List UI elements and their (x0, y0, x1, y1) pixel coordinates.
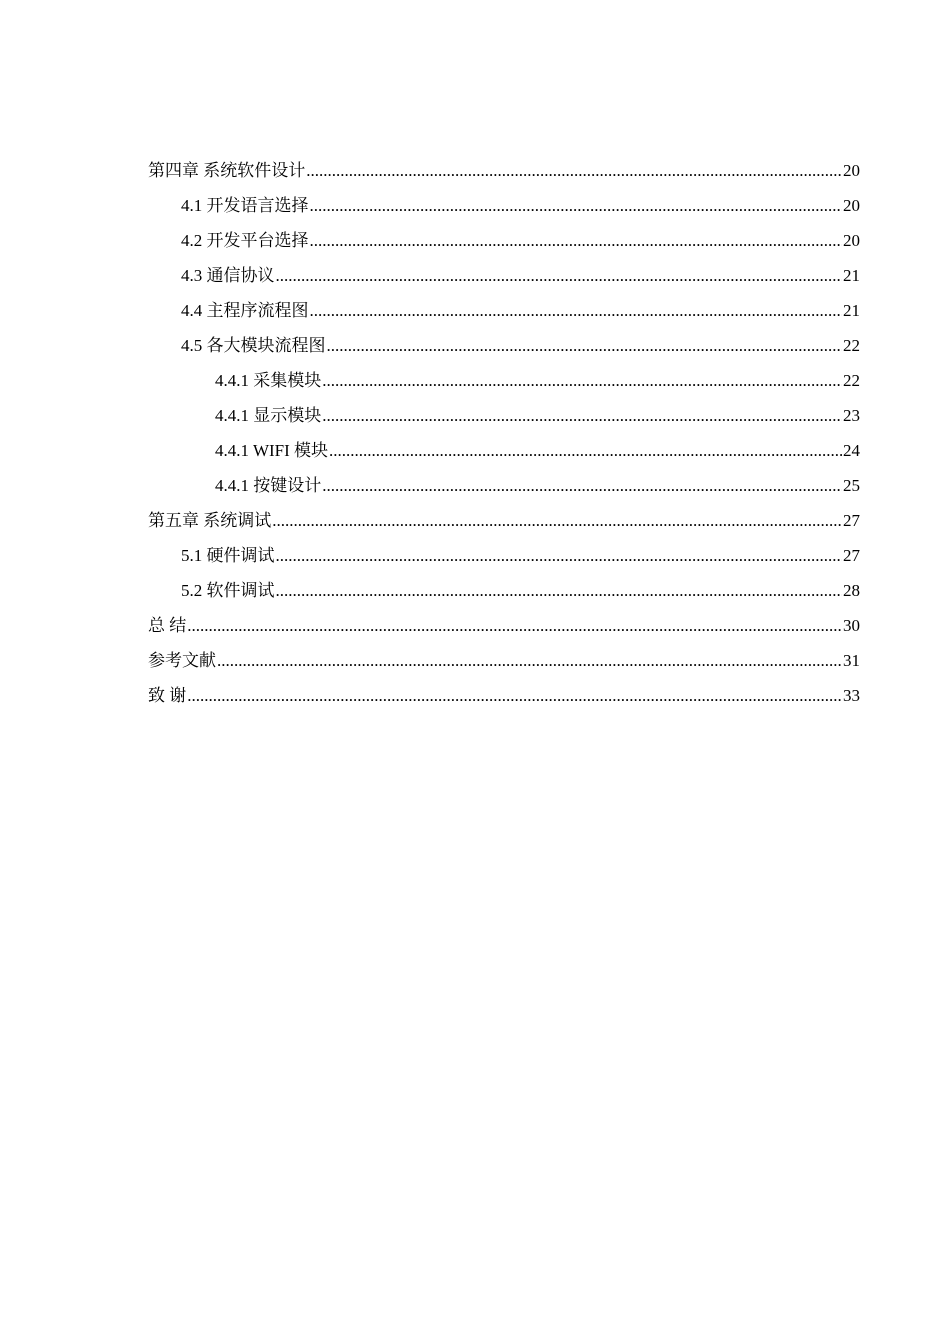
toc-entry-title: 4.4.1 按键设计 (215, 476, 322, 495)
toc-entry-page: 30 (843, 616, 860, 635)
toc-entry[interactable] (148, 328, 860, 363)
toc-entry-title: 第五章 系统调试 (148, 511, 272, 530)
toc-entry-page: 22 (843, 336, 860, 355)
toc-entry-title: 致 谢 (148, 686, 187, 705)
toc-dot-leader (310, 293, 843, 328)
toc-entry[interactable] (148, 223, 860, 258)
toc-entry-title: 4.4 主程序流程图 (181, 301, 309, 320)
toc-entry-title: 4.4.1 显示模块 (215, 406, 322, 425)
toc-entry-title: 4.4.1 WIFI 模块 (215, 441, 329, 460)
toc-dot-leader (310, 188, 843, 223)
table-of-contents (148, 153, 860, 713)
toc-entry[interactable] (148, 398, 860, 433)
toc-entry[interactable] (148, 608, 860, 643)
toc-entry[interactable] (148, 678, 860, 713)
toc-entry[interactable] (148, 468, 860, 503)
toc-entry-title: 4.1 开发语言选择 (181, 196, 309, 215)
toc-dot-leader (329, 433, 842, 468)
toc-entry-title: 4.4.1 采集模块 (215, 371, 322, 390)
toc-entry-title: 5.1 硬件调试 (181, 546, 275, 565)
toc-entry-title: 4.2 开发平台选择 (181, 231, 309, 250)
toc-entry-page: 21 (843, 266, 860, 285)
toc-entry-page: 25 (843, 476, 860, 495)
toc-entry-title: 5.2 软件调试 (181, 581, 275, 600)
toc-entry-page: 23 (843, 406, 860, 425)
toc-dot-leader (187, 678, 842, 713)
toc-dot-leader (187, 608, 842, 643)
toc-entry-page: 20 (843, 231, 860, 250)
toc-entry[interactable] (148, 258, 860, 293)
toc-dot-leader (322, 468, 842, 503)
toc-entry-title: 总 结 (148, 616, 187, 635)
toc-entry-page: 28 (843, 581, 860, 600)
toc-entry[interactable] (148, 538, 860, 573)
toc-entry-page: 21 (843, 301, 860, 320)
toc-dot-leader (322, 398, 842, 433)
toc-dot-leader (276, 573, 843, 608)
toc-dot-leader (272, 503, 842, 538)
toc-entry[interactable] (148, 188, 860, 223)
toc-entry-title: 第四章 系统软件设计 (148, 161, 306, 180)
toc-entry[interactable] (148, 503, 860, 538)
toc-entry-title: 4.5 各大模块流程图 (181, 336, 326, 355)
toc-entry-page: 24 (843, 441, 860, 460)
toc-entry-page: 27 (843, 511, 860, 530)
toc-entry[interactable] (148, 433, 860, 468)
toc-entry-title: 4.3 通信协议 (181, 266, 275, 285)
toc-dot-leader (322, 363, 842, 398)
toc-entry[interactable] (148, 363, 860, 398)
toc-dot-leader (327, 328, 843, 363)
toc-dot-leader (276, 258, 843, 293)
toc-dot-leader (306, 153, 842, 188)
toc-entry-page: 27 (843, 546, 860, 565)
toc-entry[interactable] (148, 153, 860, 188)
toc-entry-title: 参考文献 (148, 651, 216, 670)
toc-entry-page: 20 (843, 161, 860, 180)
toc-entry-page: 33 (843, 686, 860, 705)
toc-entry-page: 22 (843, 371, 860, 390)
toc-entry[interactable] (148, 573, 860, 608)
toc-entry-page: 20 (843, 196, 860, 215)
toc-dot-leader (217, 643, 842, 678)
toc-entry-page: 31 (843, 651, 860, 670)
toc-dot-leader (276, 538, 843, 573)
toc-entry[interactable] (148, 293, 860, 328)
toc-dot-leader (310, 223, 843, 258)
toc-entry[interactable] (148, 643, 860, 678)
